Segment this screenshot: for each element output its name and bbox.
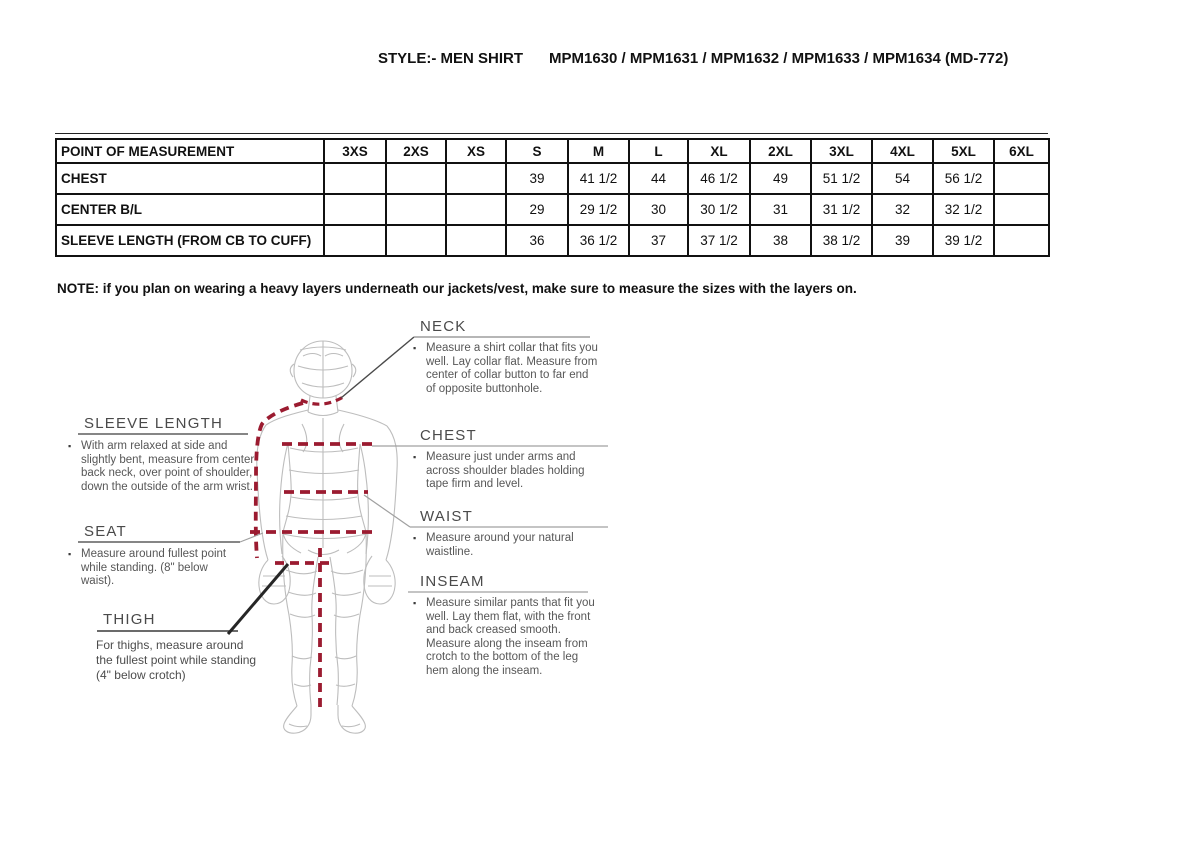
size-value-cell — [446, 225, 506, 256]
size-value-cell: 29 — [506, 194, 568, 225]
size-value-cell: 38 — [750, 225, 811, 256]
document-title — [378, 50, 1008, 67]
neck-dash-line — [301, 396, 345, 404]
size-table-header-cell: XS — [446, 139, 506, 163]
size-table-header-cell: 2XL — [750, 139, 811, 163]
size-value-cell: 54 — [872, 163, 933, 194]
size-value-cell: 30 — [629, 194, 688, 225]
size-value-cell: 32 — [872, 194, 933, 225]
size-value-cell: 46 1/2 — [688, 163, 750, 194]
size-table-row — [56, 163, 1049, 194]
size-value-cell — [994, 163, 1049, 194]
size-value-cell — [386, 225, 446, 256]
size-value-cell: 31 — [750, 194, 811, 225]
size-value-cell — [324, 163, 386, 194]
size-table-header-cell: 5XL — [933, 139, 994, 163]
size-value-cell — [386, 194, 446, 225]
size-value-cell: 36 — [506, 225, 568, 256]
size-value-cell: 32 1/2 — [933, 194, 994, 225]
measurement-dash-lines — [250, 396, 377, 708]
style-label: STYLE:- MEN SHIRT — [378, 50, 523, 67]
size-table-header-cell: M — [568, 139, 629, 163]
inseam-description: ▪ Measure similar pants that fit you well. Lay them flat, with the front and back creased smooth. Measure along the inseam from crotch to the bottom of the leg hem along the inseam. — [426, 597, 598, 678]
size-table-row — [56, 194, 1049, 225]
size-value-cell: 39 — [872, 225, 933, 256]
size-value-cell: 39 — [506, 163, 568, 194]
size-table-header-cell: L — [629, 139, 688, 163]
size-table-header-cell: 4XL — [872, 139, 933, 163]
measurement-point-cell: SLEEVE LENGTH (FROM CB TO CUFF) — [56, 225, 324, 256]
size-value-cell — [994, 194, 1049, 225]
size-table-header-cell: 3XS — [324, 139, 386, 163]
table-top-rule — [55, 133, 1048, 134]
size-table — [55, 138, 1050, 257]
size-value-cell — [446, 163, 506, 194]
size-value-cell — [324, 225, 386, 256]
size-table-header-cell: 2XS — [386, 139, 446, 163]
size-value-cell: 37 — [629, 225, 688, 256]
size-value-cell — [324, 194, 386, 225]
sleeve-dash-line — [256, 403, 303, 558]
size-table-header-cell: 3XL — [811, 139, 872, 163]
waist-description: ▪ Measure around your natural waistline. — [426, 532, 576, 559]
size-value-cell: 29 1/2 — [568, 194, 629, 225]
size-table-header-cell: 6XL — [994, 139, 1049, 163]
size-table-header-cell: S — [506, 139, 568, 163]
size-value-cell: 37 1/2 — [688, 225, 750, 256]
neck-label: NECK — [420, 318, 467, 335]
size-value-cell: 49 — [750, 163, 811, 194]
sleeve-length-label: SLEEVE LENGTH — [84, 415, 223, 432]
size-table-header-cell: POINT OF MEASUREMENT — [56, 139, 324, 163]
size-value-cell: 44 — [629, 163, 688, 194]
size-value-cell: 41 1/2 — [568, 163, 629, 194]
thigh-description: For thighs, measure around the fullest point while standing (4" below crotch) — [96, 638, 257, 682]
size-table-header-row — [56, 139, 1049, 163]
size-value-cell: 38 1/2 — [811, 225, 872, 256]
size-table-row — [56, 225, 1049, 256]
sleeve-length-description: ▪ With arm relaxed at side and slightly bent, measure from center back neck, over point of shoulder, down the outside of the arm wrist. — [81, 440, 257, 494]
size-value-cell: 39 1/2 — [933, 225, 994, 256]
style-codes: MPM1630 / MPM1631 / MPM1632 / MPM1633 / MPM1634 (MD-772) — [549, 50, 1009, 67]
size-value-cell — [386, 163, 446, 194]
note-text: NOTE: if you plan on wearing a heavy layers underneath our jackets/vest, make sure to measure the sizes with the layers on. — [57, 281, 857, 296]
size-table-header-cell: XL — [688, 139, 750, 163]
measurement-point-cell: CHEST — [56, 163, 324, 194]
chest-description: ▪ Measure just under arms and across shoulder blades holding tape firm and level. — [426, 451, 602, 492]
size-value-cell: 30 1/2 — [688, 194, 750, 225]
seat-description: ▪ Measure around fullest point while standing. (8" below waist). — [81, 548, 241, 589]
inseam-label: INSEAM — [420, 573, 485, 590]
measurement-point-cell: CENTER B/L — [56, 194, 324, 225]
size-value-cell — [446, 194, 506, 225]
chest-label: CHEST — [420, 427, 477, 444]
size-value-cell: 36 1/2 — [568, 225, 629, 256]
seat-label: SEAT — [84, 523, 127, 540]
mannequin-wireframe — [257, 341, 397, 733]
size-value-cell: 31 1/2 — [811, 194, 872, 225]
neck-description: ▪ Measure a shirt collar that fits you well. Lay collar flat. Measure from center of collar button to far end of opposite buttonhole. — [426, 342, 598, 396]
size-value-cell: 51 1/2 — [811, 163, 872, 194]
size-value-cell — [994, 225, 1049, 256]
size-value-cell: 56 1/2 — [933, 163, 994, 194]
neck-leader-line — [341, 337, 414, 398]
waist-leader-line — [364, 495, 608, 527]
thigh-label: THIGH — [103, 611, 156, 628]
seat-leader-line — [240, 533, 263, 542]
waist-label: WAIST — [420, 508, 473, 525]
